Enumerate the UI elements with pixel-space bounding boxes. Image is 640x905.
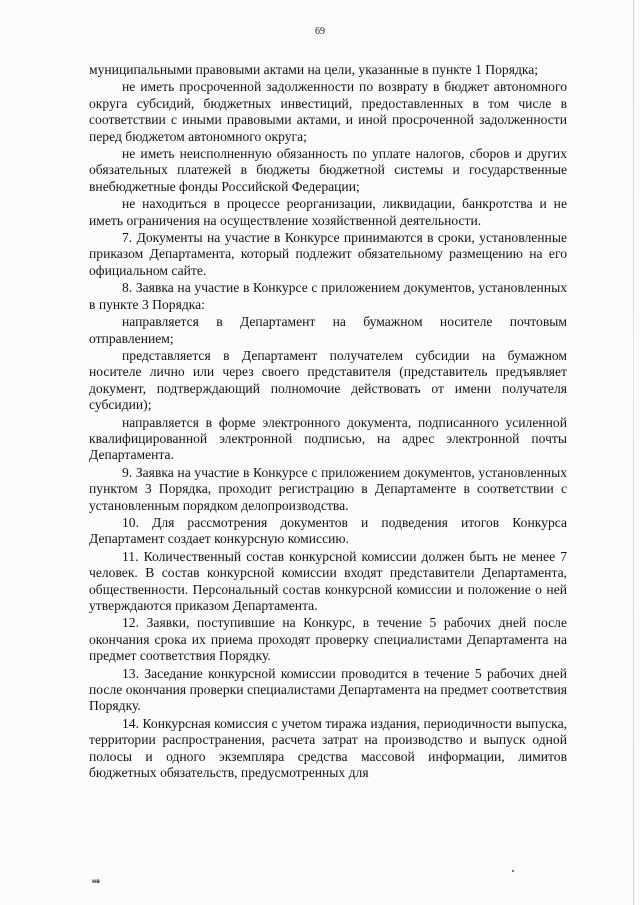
paragraph: 11. Количественный состав конкурсной комиссии должен быть не менее 7 человек. В состав конкурсной комиссии входят представители Департамента, общественности. Персональный состав конкурсной комиссии и положение о ней утверждаются приказом Департамента. <box>89 548 567 613</box>
paragraph: направляется в Департамент на бумажном носителе почтовым отправлением; <box>89 314 567 346</box>
paragraph: муниципальными правовыми актами на цели, указанные в пункте 1 Порядка; <box>89 62 539 77</box>
scan-dot <box>512 870 514 872</box>
paragraph: не иметь просроченной задолженности по возврату в бюджет автономного округа субсидий, бюджетных инвестиций, предоставленных в том числе в соответствии с иными правовыми актами, и иной просроченной задолженности перед бюджетом автономного округа; <box>89 79 567 144</box>
footer-code: нв <box>92 878 100 885</box>
paragraph: представляется в Департамент получателем субсидии на бумажном носителе лично или через своего представителя (представитель предъявляет документ, подтверждающий полномочие действовать от имени получателя субсидии); <box>89 347 567 413</box>
paragraph: 8. Заявка на участие в Конкурсе с приложением документов, установленных в пункте 3 Порядка: <box>89 280 567 312</box>
page-number: 69 <box>315 26 325 37</box>
paragraph: 13. Заседание конкурсной комиссии проводится в течение 5 рабочих дней после окончания проверки специалистами Департамента на предмет соответствия Порядку. <box>89 665 567 714</box>
paragraph: 12. Заявки, поступившие на Конкурс, в течение 5 рабочих дней после окончания срока их приема проходят проверку специалистами Департамента на предмет соответствия Порядку. <box>89 615 567 664</box>
paragraph: 14. Конкурсная комиссия с учетом тиража издания, периодичности выпуска, территории распространения, расчета затрат на производство и выпуск одной полосы и одного экземпляра средства массовой информации, лимитов бюджетных обязательств, предусмотренных для <box>89 715 567 781</box>
document-body <box>89 62 567 781</box>
paragraph: 9. Заявка на участие в Конкурсе с приложением документов, установленных пунктом 3 Порядка, проходит регистрацию в Департаменте в соответствии с установленным порядком делопроизводства. <box>89 464 567 513</box>
paragraph: направляется в форме электронного документа, подписанного усиленной квалифицированной электронной подписью, на адрес электронной почты Департамента. <box>89 414 567 463</box>
paragraph: 10. Для рассмотрения документов и подведения итогов Конкурса Департамент создает конкурсную комиссию. <box>89 514 567 547</box>
paragraph: не иметь неисполненную обязанность по уплате налогов, сборов и других обязательных платежей в бюджеты бюджетной системы и государственные внебюджетные фонды Российской Федерации; <box>89 146 567 194</box>
paragraph: 7. Документы на участие в Конкурсе принимаются в сроки, установленные приказом Департамента, который подлежит обязательному размещению на его официальном сайте. <box>89 230 567 278</box>
paragraph: не находиться в процессе реорганизации, ликвидации, банкротства и не иметь ограничения на осуществление хозяйственной деятельности. <box>89 196 567 228</box>
page-edge <box>633 0 634 905</box>
